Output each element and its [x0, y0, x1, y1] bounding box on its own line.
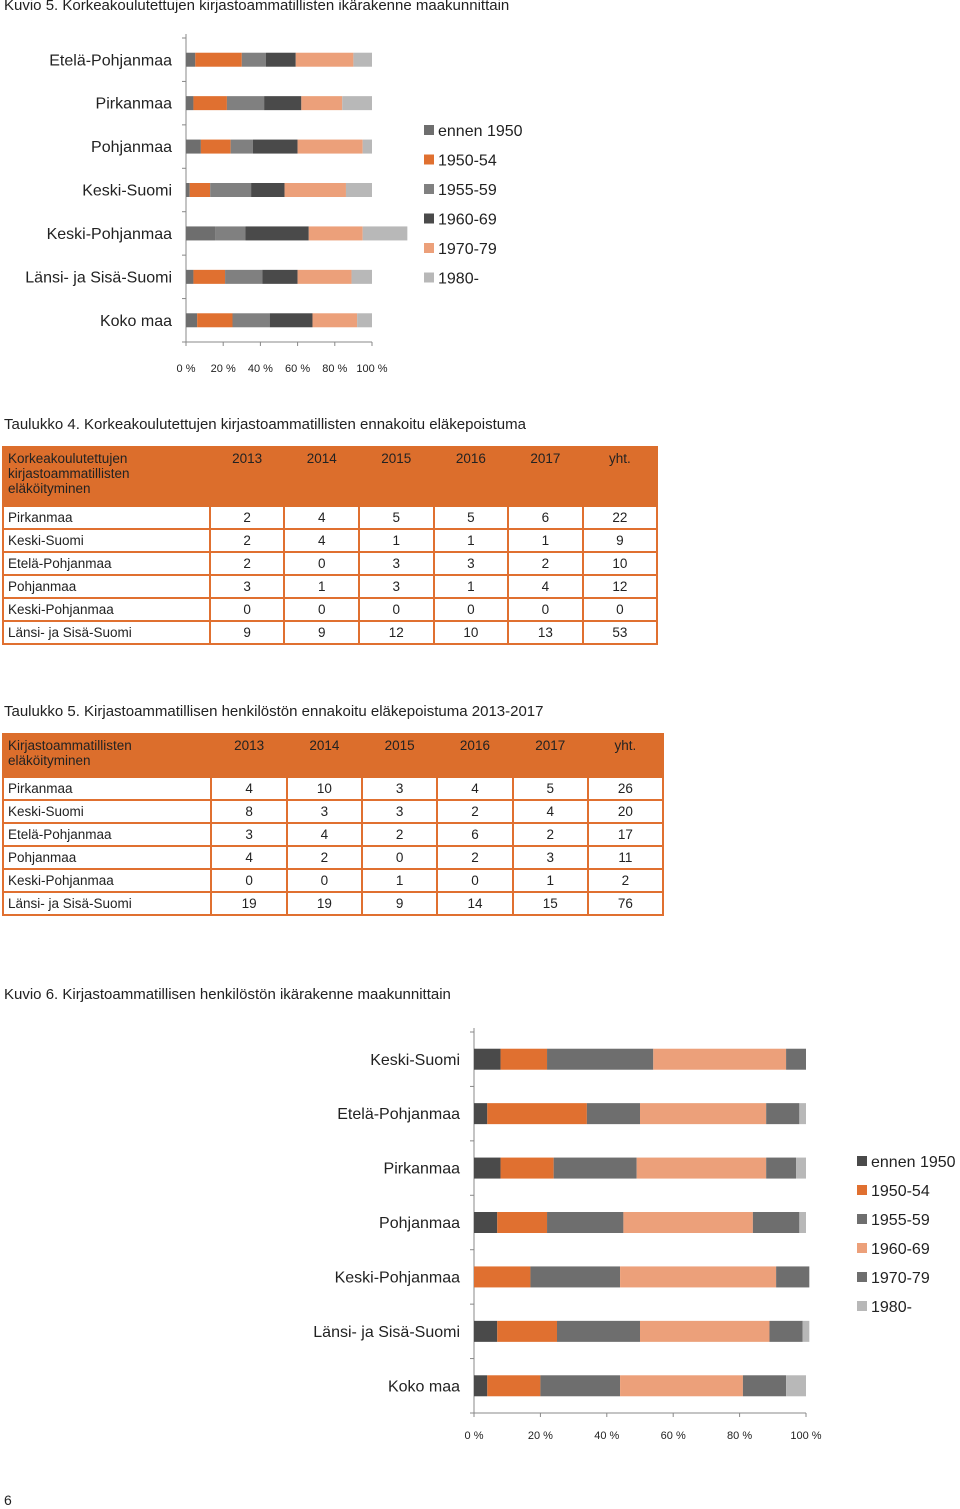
- x-tick-label: 0 %: [464, 1430, 484, 1442]
- legend-label: 1950-54: [871, 1183, 930, 1200]
- legend-swatch: [857, 1214, 867, 1224]
- bar-segment: [554, 1158, 637, 1179]
- bar-segment: [487, 1103, 587, 1124]
- legend-swatch: [857, 1301, 867, 1311]
- bar-segment: [487, 1375, 540, 1396]
- table-cell: 3: [513, 846, 588, 869]
- table-cell: 3: [434, 552, 509, 575]
- table-cell: 2: [508, 552, 583, 575]
- table-cell: 1: [513, 869, 588, 892]
- table-cell: 0: [284, 598, 359, 621]
- table-row-label: Pohjanmaa: [3, 846, 211, 869]
- legend-label: 1955-59: [871, 1212, 930, 1229]
- table-cell: 76: [588, 892, 663, 915]
- bar-segment: [547, 1212, 623, 1233]
- table-cell: 22: [583, 506, 657, 529]
- table-header-cell: 2014: [287, 734, 362, 777]
- table-header-cell: 2015: [359, 447, 434, 506]
- bar-segment: [474, 1321, 497, 1342]
- table-row-label: Pirkanmaa: [3, 506, 210, 529]
- table-header-cell: 2013: [210, 447, 285, 506]
- bar-segment: [501, 1158, 554, 1179]
- table-cell: 19: [211, 892, 286, 915]
- table-cell: 4: [437, 777, 512, 800]
- bar-segment: [547, 1049, 653, 1070]
- category-label: Pirkanmaa: [95, 95, 172, 113]
- table-cell: 8: [211, 800, 286, 823]
- table-cell: 9: [284, 621, 359, 644]
- bar-segment: [766, 1158, 796, 1179]
- table-header-cell: 2016: [437, 734, 512, 777]
- bar-segment: [501, 1049, 547, 1070]
- x-tick-label: 0 %: [176, 363, 196, 375]
- table-header-cell: 2015: [362, 734, 437, 777]
- table-header-cell: yht.: [588, 734, 663, 777]
- table-row-label: Keski-Pohjanmaa: [3, 869, 211, 892]
- table-row-label: Pohjanmaa: [3, 575, 210, 598]
- table-header-cell: 2017: [513, 734, 588, 777]
- bar-segment: [474, 1212, 497, 1233]
- x-tick-label: 20 %: [210, 363, 236, 375]
- table-cell: 26: [588, 777, 663, 800]
- table-cell: 3: [359, 575, 434, 598]
- x-tick-label: 60 %: [660, 1430, 686, 1442]
- table-header-cell: Kirjastoammatillisten eläköityminen: [3, 734, 211, 777]
- legend-label: 1950-54: [438, 152, 497, 170]
- bar-segment: [640, 1321, 769, 1342]
- legend-label: 1960-69: [438, 211, 497, 229]
- category-label: Keski-Suomi: [82, 182, 172, 200]
- table-cell: 5: [434, 506, 509, 529]
- bar-segment: [803, 1321, 810, 1342]
- x-tick-label: 40 %: [594, 1430, 620, 1442]
- x-tick-label: 80 %: [727, 1430, 753, 1442]
- category-label: Koko maa: [99, 312, 172, 330]
- bar-segment: [786, 1049, 806, 1070]
- legend-label: 1955-59: [438, 182, 497, 199]
- table-cell: 0: [210, 598, 285, 621]
- table-cell: 9: [583, 529, 657, 552]
- legend-label: 1970-79: [871, 1270, 930, 1287]
- table-cell: 9: [362, 892, 437, 915]
- legend-label: 1980-: [871, 1299, 912, 1316]
- table-cell: 9: [210, 621, 285, 644]
- table-row-label: Keski-Suomi: [3, 800, 211, 823]
- legend-swatch: [857, 1272, 867, 1282]
- page-number: 6: [4, 1492, 12, 1508]
- table-cell: 4: [284, 506, 359, 529]
- category-label: Pohjanmaa: [379, 1215, 460, 1233]
- table-cell: 17: [588, 823, 663, 846]
- table-cell: 1: [359, 529, 434, 552]
- table-cell: 10: [287, 777, 362, 800]
- category-label: Etelä-Pohjanmaa: [337, 1106, 460, 1124]
- table-cell: 3: [210, 575, 285, 598]
- bar-segment: [766, 1103, 799, 1124]
- bar-segment: [557, 1321, 640, 1342]
- table-row-label: Länsi- ja Sisä-Suomi: [3, 892, 211, 915]
- bar-segment: [769, 1321, 802, 1342]
- table-row-label: Keski-Suomi: [3, 529, 210, 552]
- table-cell: 3: [287, 800, 362, 823]
- bar-segment: [653, 1049, 786, 1070]
- table-cell: 4: [287, 823, 362, 846]
- table-cell: 53: [583, 621, 657, 644]
- table-cell: 3: [211, 823, 286, 846]
- table-cell: 0: [211, 869, 286, 892]
- table-cell: 15: [513, 892, 588, 915]
- table-cell: 4: [513, 800, 588, 823]
- x-tick-label: 40 %: [247, 363, 273, 375]
- table-cell: 4: [211, 777, 286, 800]
- legend-swatch: [857, 1156, 867, 1166]
- bar-segment: [587, 1103, 640, 1124]
- table-cell: 1: [508, 529, 583, 552]
- table-cell: 6: [437, 823, 512, 846]
- table-cell: 6: [508, 506, 583, 529]
- table-cell: 4: [211, 846, 286, 869]
- bar-segment: [786, 1375, 806, 1396]
- table-cell: 2: [210, 529, 285, 552]
- table-cell: 1: [434, 529, 509, 552]
- bar-segment: [474, 1266, 530, 1287]
- bar-segment: [796, 1158, 806, 1179]
- figure5-caption: Kuvio 5. Korkeakoulutettujen kirjastoammatillisten ikärakenne maakunnittain: [4, 0, 510, 14]
- table-cell: 2: [437, 846, 512, 869]
- x-tick-label: 80 %: [322, 363, 348, 375]
- table-cell: 19: [287, 892, 362, 915]
- category-label: Keski-Suomi: [370, 1051, 460, 1069]
- table-cell: 2: [437, 800, 512, 823]
- category-label: Etelä-Pohjanmaa: [49, 52, 172, 70]
- bar-segment: [637, 1158, 766, 1179]
- table-row-label: Keski-Pohjanmaa: [3, 598, 210, 621]
- bar-segment: [474, 1103, 487, 1124]
- table-cell: 1: [284, 575, 359, 598]
- bar-segment: [799, 1103, 806, 1124]
- table-cell: 3: [362, 777, 437, 800]
- bar-segment: [540, 1375, 620, 1396]
- legend-label: ennen 1950: [438, 123, 523, 140]
- bar-segment: [474, 1049, 501, 1070]
- table-cell: 0: [287, 869, 362, 892]
- table-cell: 4: [284, 529, 359, 552]
- table-cell: 0: [434, 598, 509, 621]
- bar-segment: [753, 1212, 799, 1233]
- table-header-cell: yht.: [583, 447, 657, 506]
- x-tick-label: 100 %: [790, 1430, 822, 1442]
- legend-label: ennen 1950: [871, 1154, 956, 1171]
- bar-segment: [623, 1212, 752, 1233]
- legend-label: 1980-: [438, 270, 479, 288]
- bar-segment: [530, 1266, 620, 1287]
- table-cell: 0: [359, 598, 434, 621]
- table-cell: 10: [583, 552, 657, 575]
- bar-segment: [474, 1158, 501, 1179]
- x-tick-label: 60 %: [285, 363, 311, 375]
- table-header-cell: 2013: [211, 734, 286, 777]
- table-cell: 3: [359, 552, 434, 575]
- table-row-label: Etelä-Pohjanmaa: [3, 823, 211, 846]
- table-row-label: Pirkanmaa: [3, 777, 211, 800]
- table-cell: 12: [359, 621, 434, 644]
- table-cell: 4: [508, 575, 583, 598]
- category-label: Keski-Pohjanmaa: [334, 1269, 460, 1287]
- table-cell: 10: [434, 621, 509, 644]
- table-cell: 2: [588, 869, 663, 892]
- bar-segment: [776, 1266, 809, 1287]
- table-cell: 2: [210, 552, 285, 575]
- table-cell: 0: [284, 552, 359, 575]
- table-cell: 1: [434, 575, 509, 598]
- table-cell: 12: [583, 575, 657, 598]
- table-cell: 14: [437, 892, 512, 915]
- table-cell: 0: [362, 846, 437, 869]
- table-cell: 0: [508, 598, 583, 621]
- x-tick-label: 20 %: [527, 1430, 553, 1442]
- table-cell: 5: [513, 777, 588, 800]
- table-cell: 3: [362, 800, 437, 823]
- table5-caption: Taulukko 5. Kirjastoammatillisen henkilöstön ennakoitu eläkepoistuma 2013-2017: [4, 703, 544, 720]
- bar-segment: [743, 1375, 786, 1396]
- bar-segment: [640, 1103, 766, 1124]
- table4-caption: Taulukko 4. Korkeakoulutettujen kirjastoammatillisten ennakoitu eläkepoistuma: [4, 416, 526, 433]
- bar-segment: [620, 1375, 743, 1396]
- category-label: Keski-Pohjanmaa: [46, 226, 172, 244]
- category-label: Koko maa: [387, 1378, 460, 1396]
- bar-segment: [474, 1375, 487, 1396]
- legend-label: 1960-69: [871, 1241, 930, 1258]
- table-header-cell: 2017: [508, 447, 583, 506]
- category-label: Länsi- ja Sisä-Suomi: [25, 269, 172, 287]
- table-cell: 1: [362, 869, 437, 892]
- table-cell: 20: [588, 800, 663, 823]
- legend-swatch: [857, 1185, 867, 1195]
- legend-swatch: [857, 1243, 867, 1253]
- table-cell: 0: [583, 598, 657, 621]
- bar-segment: [497, 1212, 547, 1233]
- table-cell: 11: [588, 846, 663, 869]
- figure6-caption: Kuvio 6. Kirjastoammatillisen henkilöstön ikärakenne maakunnittain: [4, 986, 451, 1003]
- category-label: Länsi- ja Sisä-Suomi: [313, 1323, 460, 1341]
- table-cell: 2: [513, 823, 588, 846]
- table-row-label: Länsi- ja Sisä-Suomi: [3, 621, 210, 644]
- table-cell: 2: [210, 506, 285, 529]
- table-cell: 5: [359, 506, 434, 529]
- bar-segment: [799, 1212, 806, 1233]
- category-label: Pirkanmaa: [383, 1160, 460, 1178]
- table-row-label: Etelä-Pohjanmaa: [3, 552, 210, 575]
- bar-segment: [497, 1321, 557, 1342]
- table-cell: 0: [437, 869, 512, 892]
- category-label: Pohjanmaa: [91, 139, 172, 157]
- bar-segment: [620, 1266, 776, 1287]
- x-tick-label: 100 %: [356, 363, 388, 375]
- table-cell: 2: [287, 846, 362, 869]
- table-cell: 2: [362, 823, 437, 846]
- table-header-cell: Korkeakoulutettujen kirjastoammatillisten eläköityminen: [3, 447, 210, 506]
- table-header-cell: 2014: [284, 447, 359, 506]
- table-cell: 13: [508, 621, 583, 644]
- table-header-cell: 2016: [434, 447, 509, 506]
- legend-label: 1970-79: [438, 241, 497, 258]
